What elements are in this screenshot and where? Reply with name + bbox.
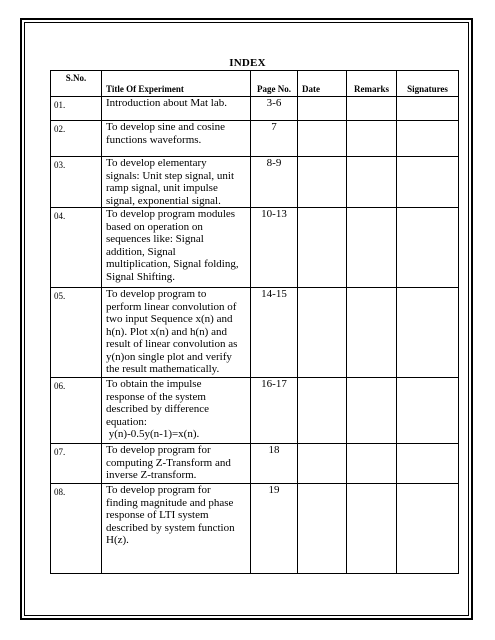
experiment-title-line: functions waveforms. <box>106 133 202 146</box>
row-sno: 03. <box>51 157 102 208</box>
experiment-title-line: Introduction about Mat lab. <box>106 97 227 109</box>
row-signature <box>397 208 459 288</box>
row-remarks <box>347 157 397 208</box>
experiment-title-line: sequences like: Signal <box>106 233 204 245</box>
row-experiment-title <box>102 484 251 574</box>
row-page-no: 7 <box>251 121 298 157</box>
table-row <box>51 484 459 574</box>
page-title: INDEX <box>229 57 266 69</box>
table-row <box>51 157 459 208</box>
experiment-title-line: To develop program for <box>106 484 211 496</box>
experiment-title-line: equation: <box>106 415 147 428</box>
row-remarks <box>347 208 397 288</box>
row-sno: 02. <box>51 121 102 157</box>
row-page-no: 18 <box>251 444 298 484</box>
experiment-title-line: To develop elementary <box>106 157 207 169</box>
row-page-no: 10-13 <box>251 208 298 288</box>
row-remarks <box>347 444 397 484</box>
table-body <box>51 97 459 574</box>
row-remarks <box>347 484 397 574</box>
row-sno: 04. <box>51 208 102 288</box>
experiment-title-line: based on operation on <box>106 220 203 233</box>
experiment-title-line: y(n)-0.5y(n-1)=x(n). <box>106 428 200 440</box>
row-remarks <box>347 121 397 157</box>
row-signature <box>397 378 459 444</box>
row-experiment-title <box>102 208 251 288</box>
row-sno: 06. <box>51 378 102 444</box>
table-row <box>51 121 459 157</box>
experiment-title-line: signals: Unit step signal, unit <box>106 169 235 182</box>
experiment-title-line: perform linear convolution of <box>106 300 237 313</box>
experiment-title-line: ramp signal, unit impulse <box>106 182 218 194</box>
row-page-no: 16-17 <box>251 378 298 444</box>
experiment-title-line: finding magnitude and phase <box>106 496 234 509</box>
row-date <box>298 288 347 378</box>
header-date: Date <box>298 71 347 97</box>
row-signature <box>397 157 459 208</box>
table-row <box>51 444 459 484</box>
row-page-no: 19 <box>251 484 298 574</box>
experiment-title-line: inverse Z-transform. <box>106 469 197 481</box>
header-page-no: Page No. <box>251 71 298 97</box>
row-date <box>298 378 347 444</box>
experiment-title-line: To develop program to <box>106 288 207 300</box>
experiment-title-line: described by difference <box>106 403 210 415</box>
experiment-title-line: the result mathematically. <box>106 363 220 375</box>
row-signature <box>397 444 459 484</box>
row-date <box>298 484 347 574</box>
index-table <box>50 70 459 574</box>
row-date <box>298 208 347 288</box>
experiment-title-line: result of linear convolution as <box>106 338 238 350</box>
row-signature <box>397 97 459 121</box>
row-date <box>298 97 347 121</box>
row-remarks <box>347 378 397 444</box>
row-experiment-title <box>102 444 251 484</box>
experiment-title-line: To develop program modules <box>106 208 236 220</box>
experiment-title-line: addition, Signal <box>106 245 176 258</box>
row-date <box>298 444 347 484</box>
experiment-title-line: multiplication, Signal folding, <box>106 258 239 270</box>
row-remarks <box>347 288 397 378</box>
row-sno: 01. <box>51 97 102 121</box>
header-remarks: Remarks <box>347 71 397 97</box>
row-experiment-title <box>102 121 251 157</box>
table-row <box>51 288 459 378</box>
row-sno: 05. <box>51 288 102 378</box>
experiment-title-line: response of LTI system <box>106 509 209 521</box>
experiment-title-line: h(n). Plot x(n) and h(n) and <box>106 325 227 338</box>
experiment-title-line: response of the system <box>106 390 206 403</box>
row-experiment-title <box>102 157 251 208</box>
row-date <box>298 157 347 208</box>
row-page-no: 3-6 <box>251 97 298 121</box>
experiment-title-line: Signal Shifting. <box>106 270 176 283</box>
experiment-title-line: two input Sequence x(n) and <box>106 313 233 325</box>
experiment-title-line: signal, exponential signal. <box>106 194 221 207</box>
row-signature <box>397 484 459 574</box>
experiment-title-line: H(z). <box>106 534 129 546</box>
header-title: Title Of Experiment <box>102 71 251 97</box>
row-page-no: 8-9 <box>251 157 298 208</box>
row-sno: 07. <box>51 444 102 484</box>
table-row <box>51 378 459 444</box>
table-header-row <box>51 71 459 97</box>
row-sno: 08. <box>51 484 102 574</box>
row-page-no: 14-15 <box>251 288 298 378</box>
row-signature <box>397 288 459 378</box>
experiment-title-line: To develop program for <box>106 444 211 456</box>
row-experiment-title <box>102 288 251 378</box>
header-signatures: Signatures <box>397 71 459 97</box>
row-experiment-title <box>102 378 251 444</box>
header-sno: S.No. <box>51 71 102 97</box>
row-remarks <box>347 97 397 121</box>
experiment-title-line: described by system function <box>106 521 235 534</box>
row-date <box>298 121 347 157</box>
table-row <box>51 208 459 288</box>
table-row <box>51 97 459 121</box>
experiment-title-line: y(n)on single plot and verify <box>106 350 232 363</box>
experiment-title-line: computing Z-Transform and <box>106 456 231 469</box>
row-experiment-title <box>102 97 251 121</box>
row-signature <box>397 121 459 157</box>
experiment-title-line: To develop sine and cosine <box>106 121 225 133</box>
experiment-title-line: To obtain the impulse <box>106 378 202 390</box>
